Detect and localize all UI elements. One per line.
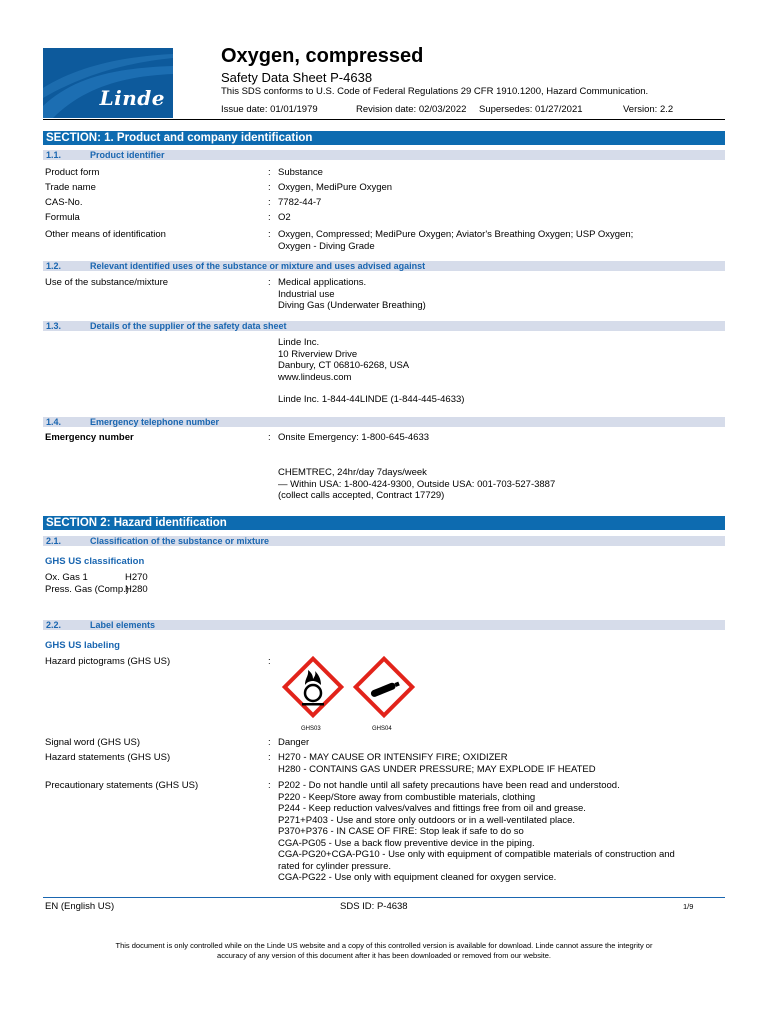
subsection-1-2 [43, 261, 725, 271]
value-line: Industrial use [278, 288, 335, 300]
colon: : [268, 780, 271, 791]
hazard-line: H280 - CONTAINS GAS UNDER PRESSURE; MAY EXPLODE IF HEATED [278, 763, 596, 775]
subsection-number: 1.3. [46, 321, 62, 331]
section-2-header: SECTION 2: Hazard identification [43, 516, 725, 530]
subsection-1-4 [43, 417, 725, 427]
use-value [278, 277, 426, 312]
product-form-value: Substance [278, 167, 323, 178]
precaution-line: CGA-PG05 - Use a back flow preventive device in the piping. [278, 837, 535, 849]
ghs04-label: GHS04 [372, 726, 392, 732]
subsection-title: Classification of the substance or mixture [90, 536, 270, 546]
disclaimer-line: accuracy of any version of this document after it has been downloaded or removed from our website. [217, 950, 551, 960]
precaution-line: P202 - Do not handle until all safety precautions have been read and understood. [278, 780, 620, 791]
colon: : [268, 167, 271, 178]
subsection-title: Label elements [90, 620, 156, 630]
class-name: Ox. Gas 1 [45, 572, 88, 583]
subsection-number: 2.1. [46, 536, 62, 546]
subsection-number: 1.2. [46, 261, 62, 271]
value-line: 10 Riverview Drive [278, 348, 358, 360]
issue-date: Issue date: 01/01/1979 [221, 104, 318, 115]
subsection-number: 1.1. [46, 150, 62, 160]
linde-logo [43, 48, 173, 118]
field-label: CAS-No. [45, 197, 83, 208]
value-line: Oxygen, Compressed; MediPure Oxygen; Aviator's Breathing Oxygen; USP Oxygen; [278, 229, 634, 240]
value-line: CHEMTREC, 24hr/day 7days/week [278, 467, 427, 478]
field-label: Hazard statements (GHS US) [45, 752, 171, 763]
disclaimer-line: This document is only controlled while on the Linde US website and a copy of this controlled version is available for download. Linde cannot assure the integrity or [115, 941, 653, 950]
hazard-line: H270 - MAY CAUSE OR INTENSIFY FIRE; OXIDIZER [278, 752, 508, 763]
subsection-number: 2.2. [46, 620, 62, 630]
value-line: — Within USA: 1-800-424-9300, Outside USA: 001-703-527-3887 [278, 478, 556, 490]
value-line: Oxygen - Diving Grade [278, 240, 375, 252]
field-label: Formula [45, 212, 80, 223]
version: Version: 2.2 [623, 104, 674, 115]
precaution-line: CGA-PG20+CGA-PG10 - Use only with equipment of compatible materials of construction and [278, 849, 675, 860]
footer-page-number: 1/9 [683, 902, 694, 911]
colon: : [268, 182, 271, 193]
footer-sds-id: SDS ID: P-4638 [340, 901, 408, 912]
colon: : [268, 212, 271, 223]
field-label: Use of the substance/mixture [45, 277, 169, 288]
formula-value: O2 [278, 212, 291, 223]
colon: : [268, 197, 271, 208]
colon: : [268, 229, 271, 240]
field-label: Hazard pictograms (GHS US) [45, 656, 171, 667]
subsection-title: Relevant identified uses of the substance or mixture and uses advised against [90, 261, 426, 271]
precaution-line: rated for cylinder pressure. [278, 860, 391, 872]
conformance-note: This SDS conforms to U.S. Code of Federal Regulations 29 CFR 1910.1200, Hazard Communication. [221, 86, 649, 97]
subsection-2-2 [43, 620, 725, 630]
subsection-title: Product identifier [90, 150, 165, 160]
document-subtitle: Safety Data Sheet P-4638 [221, 70, 373, 85]
supplier-phone: Linde Inc. 1-844-44LINDE (1-844-445-4633) [278, 394, 465, 405]
subsection-title: Details of the supplier of the safety data sheet [90, 321, 287, 331]
section-1-header: SECTION: 1. Product and company identification [43, 131, 725, 145]
signal-word-value: Danger [278, 737, 310, 748]
precautionary-statements [278, 780, 675, 884]
gas-cylinder-icon [351, 654, 417, 725]
value-line: Danbury, CT 06810-6268, USA [278, 360, 410, 371]
footer-language: EN (English US) [45, 901, 115, 912]
ghs-classification-list [45, 572, 148, 595]
ghs-labeling-heading: GHS US labeling [45, 640, 120, 651]
logo-text: Linde [99, 86, 165, 110]
field-label: Other means of identification [45, 229, 166, 240]
revision-date: Revision date: 02/03/2022 [356, 104, 467, 115]
classification-row [45, 584, 148, 596]
header-divider [43, 119, 725, 120]
subsection-1-3 [43, 321, 725, 331]
classification-row [45, 572, 148, 584]
cas-number-value: 7782-44-7 [278, 197, 322, 208]
colon: : [268, 737, 271, 748]
colon: : [268, 752, 271, 763]
subsection-2-1 [43, 536, 725, 546]
precaution-line: P271+P403 - Use and store only outdoors or in a well-ventilated place. [278, 814, 576, 826]
onsite-emergency: Onsite Emergency: 1-800-645-4633 [278, 432, 430, 443]
subsection-number: 1.4. [46, 417, 62, 427]
field-label: Trade name [45, 182, 96, 193]
ghs-classification-heading: GHS US classification [45, 556, 145, 567]
field-label: Emergency number [45, 432, 134, 443]
class-code: H270 [125, 572, 148, 583]
field-label: Product form [45, 167, 100, 178]
supplier-address [278, 337, 464, 406]
value-line: (collect calls accepted, Contract 17729) [278, 490, 445, 501]
supersedes-date: Supersedes: 01/27/2021 [479, 104, 583, 115]
value-line: Diving Gas (Underwater Breathing) [278, 300, 426, 311]
value-line: Linde Inc. [278, 337, 320, 348]
footer-divider [43, 897, 725, 898]
document-title: Oxygen, compressed [221, 45, 424, 67]
precaution-line: P370+P376 - IN CASE OF FIRE: Stop leak if safe to do so [278, 826, 524, 837]
ghs03-label: GHS03 [301, 726, 321, 732]
precaution-line: P244 - Keep reduction valves/valves and fittings free from oil and grease. [278, 803, 586, 814]
supplier-website[interactable]: www.lindeus.com [278, 371, 352, 383]
colon: : [268, 277, 271, 288]
footer-disclaimer [40, 941, 728, 960]
other-means-value [278, 229, 633, 252]
precaution-line: CGA-PG22 - Use only with equipment cleaned for oxygen service. [278, 872, 557, 883]
colon: : [268, 432, 271, 443]
value-line: Medical applications. [278, 277, 367, 288]
trade-name-value: Oxygen, MediPure Oxygen [278, 182, 393, 193]
subsection-1-1 [43, 150, 725, 160]
flame-over-circle-icon [280, 654, 346, 725]
subsection-title: Emergency telephone number [90, 417, 220, 427]
field-label: Precautionary statements (GHS US) [45, 780, 199, 791]
class-code: H280 [125, 583, 148, 595]
field-label: Signal word (GHS US) [45, 737, 141, 748]
precaution-line: P220 - Keep/Store away from combustible materials, clothing [278, 791, 536, 803]
chemtrec-info [278, 467, 555, 502]
colon: : [268, 656, 271, 667]
hazard-statements [278, 752, 596, 775]
class-name: Press. Gas (Comp.) [45, 583, 129, 595]
